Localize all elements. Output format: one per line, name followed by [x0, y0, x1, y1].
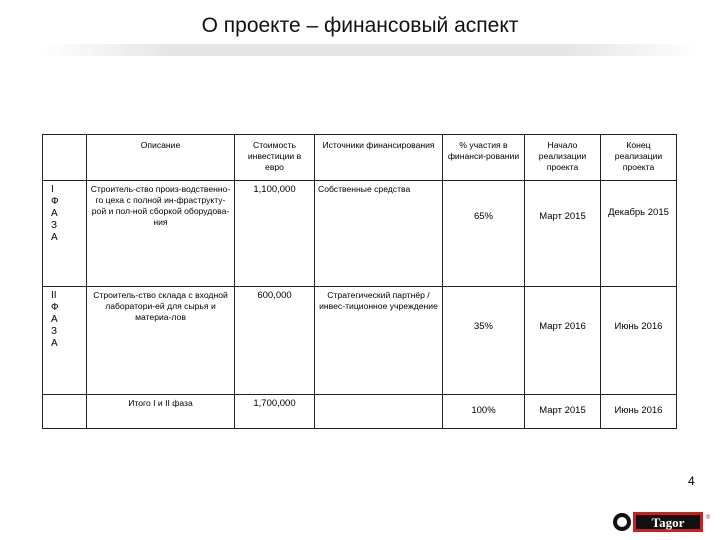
phase-letter: Ф	[51, 196, 59, 207]
table-row	[43, 181, 677, 287]
description-cell: Строитель-ство склада с входной лаборатори-ей для сырья и материа-лов	[87, 287, 235, 395]
source-cell	[315, 395, 443, 429]
start-cell: Март 2016	[525, 287, 601, 395]
cost-cell: 1,100,000	[235, 181, 315, 287]
source-cell: Собственные средства	[315, 181, 443, 287]
page-number: 4	[688, 474, 695, 488]
phase-label	[43, 395, 87, 429]
phase-letter: З	[51, 326, 58, 337]
start-cell: Март 2015	[525, 181, 601, 287]
cost-cell: 600,000	[235, 287, 315, 395]
phase-letter: А	[51, 208, 58, 219]
phase-label	[43, 287, 87, 395]
description-cell: Строитель-ство произ-водственно-го цеха с полной ин-фраструкту-рой и пол-ной сборкой оборудова-ния	[87, 181, 235, 287]
financial-table	[42, 134, 677, 429]
phase-letter: А	[51, 314, 58, 325]
start-cell: Март 2015	[525, 395, 601, 429]
phase-letter: А	[51, 338, 58, 349]
registered-mark: ®	[705, 515, 711, 521]
phase-letter: З	[51, 220, 58, 231]
slide-title: О проекте – финансовый аспект	[201, 14, 519, 37]
logo-text: Tagor	[651, 515, 685, 530]
logo-emblem-inner	[617, 517, 627, 527]
header-cell-end: Конец реализации проекта	[601, 135, 677, 181]
header-cell-cost: Стоимость инвестиции в евро	[235, 135, 315, 181]
description-cell: Итого I и II фаза	[87, 395, 235, 429]
header-cell-source: Источники финансирования	[315, 135, 443, 181]
phase-letter: I	[51, 184, 54, 195]
end-cell: Декабрь 2015	[601, 181, 677, 287]
header-cell-description: Описание	[87, 135, 235, 181]
phase-letter: Ф	[51, 302, 59, 313]
phase-letter: А	[51, 232, 58, 243]
table-row-total	[43, 395, 677, 429]
header-cell-start: Начало реализации проекта	[525, 135, 601, 181]
cost-cell: 1,700,000	[235, 395, 315, 429]
table-header-row	[43, 135, 677, 181]
header-cell-share: % участия в финанси-ровании	[443, 135, 525, 181]
share-cell: 35%	[443, 287, 525, 395]
table-row	[43, 287, 677, 395]
end-cell: Июнь 2016	[601, 395, 677, 429]
phase-letter: II	[51, 290, 57, 301]
header-cell-phase	[43, 135, 87, 181]
share-cell: 65%	[443, 181, 525, 287]
title-underline	[40, 44, 700, 56]
phase-label	[43, 181, 87, 287]
source-cell: Стратегический партнёр / инвес-тиционное учреждение	[315, 287, 443, 395]
tagor-logo	[612, 510, 712, 534]
end-cell: Июнь 2016	[601, 287, 677, 395]
share-cell: 100%	[443, 395, 525, 429]
